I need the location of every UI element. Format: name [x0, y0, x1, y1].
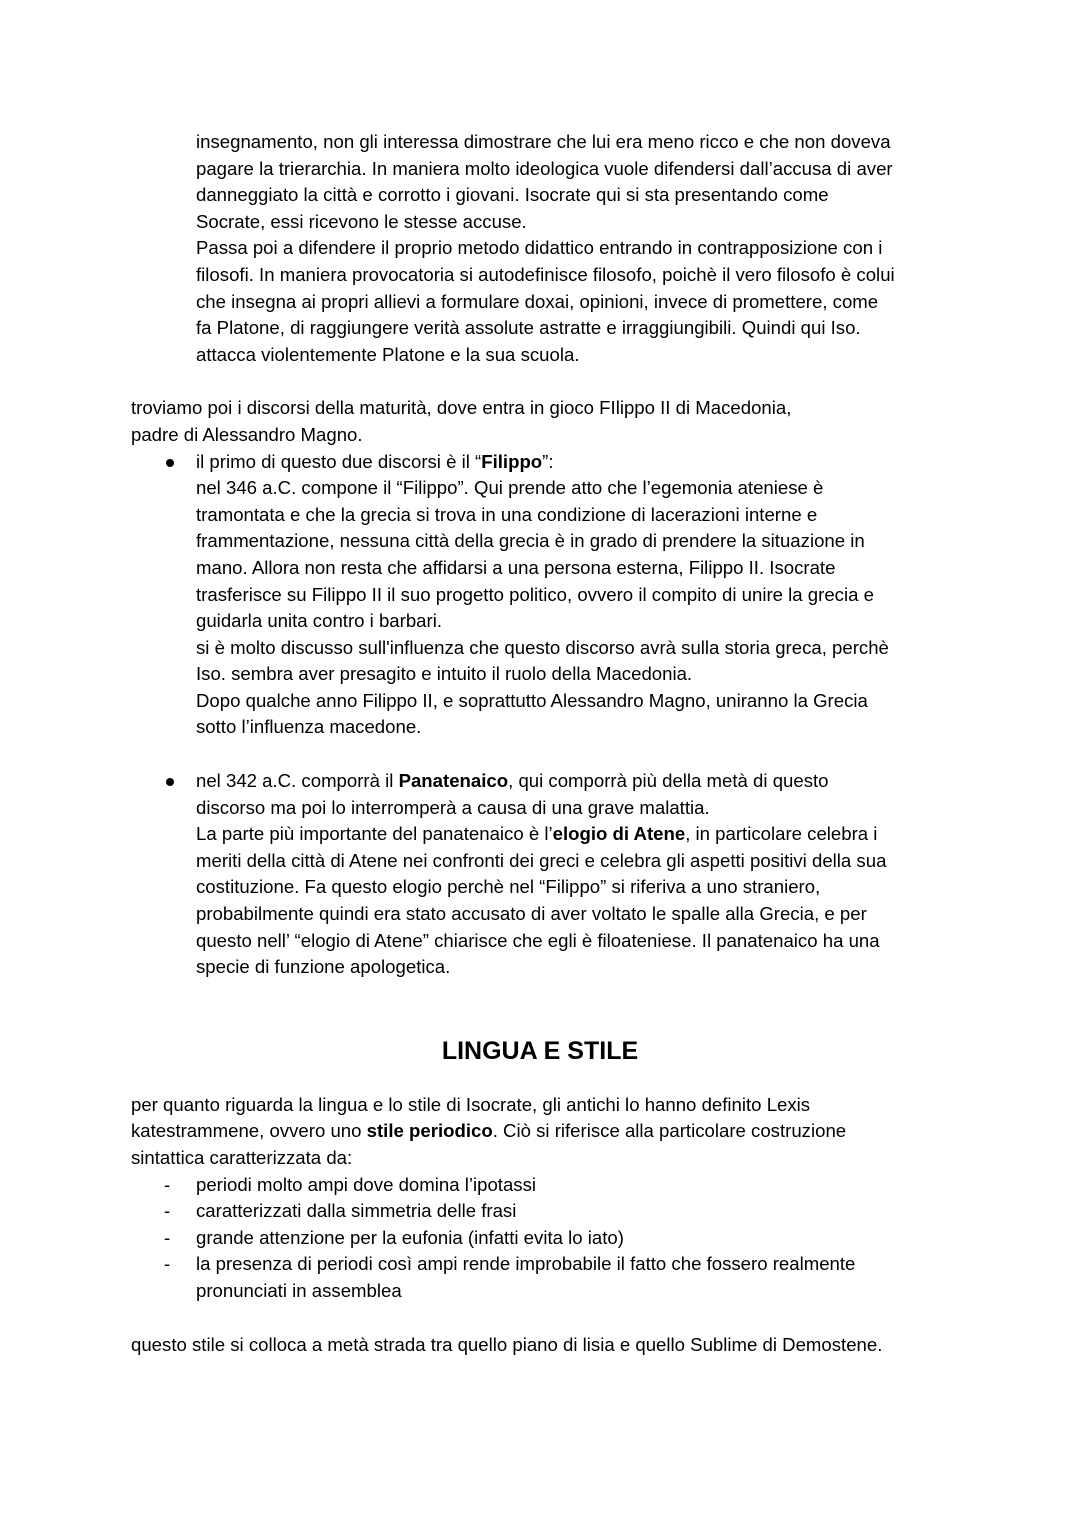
text-line: Socrate, essi ricevono le stesse accuse.	[196, 210, 527, 232]
text-line: La parte più importante del panatenaico è l’elogio di Atene, in particolare celebra i	[196, 823, 878, 845]
text-line: fa Platone, di raggiungere verità assolute astratte e irraggiungibili. Quindi qui Iso.	[196, 317, 861, 339]
text-line: che insegna ai propri allievi a formulare doxai, opinioni, invece di promettere, come	[196, 290, 879, 312]
style-intro-paragraph	[131, 1092, 961, 1172]
list-item	[164, 1225, 961, 1252]
list-item	[164, 1172, 961, 1199]
text-line: si è molto discusso sull'influenza che questo discorso avrà sulla storia greca, perchè	[196, 636, 889, 658]
text-line: probabilmente quindi era stato accusato di aver voltato le spalle alla Grecia, e per	[196, 903, 867, 925]
text-line: il primo di questo due discorsi è il “Filippo”:	[196, 450, 554, 472]
text-line: danneggiato la città e corrotto i giovani. Isocrate qui si sta presentando come	[196, 184, 829, 206]
text-line: mano. Allora non resta che affidarsi a una persona esterna, Filippo II. Isocrate	[196, 556, 836, 578]
document-page	[131, 129, 961, 1358]
intro-paragraph	[196, 129, 961, 368]
text-line: trasferisce su Filippo II il suo progetto politico, ovvero il compito di unire la grecia e	[196, 583, 874, 605]
closing-paragraph	[131, 1332, 961, 1359]
text-line: Dopo qualche anno Filippo II, e soprattutto Alessandro Magno, uniranno la Grecia	[196, 689, 868, 711]
dash-icon: -	[164, 1253, 171, 1275]
bullet-icon	[165, 449, 173, 476]
text-line: meriti della città di Atene nei confronti dei greci e celebra gli aspetti positivi della sua	[196, 849, 887, 871]
text-line: caratterizzati dalla simmetria delle frasi	[196, 1200, 517, 1222]
text-line: troviamo poi i discorsi della maturità, dove entra in gioco FIlippo II di Macedonia,	[131, 397, 792, 419]
spacer	[131, 1305, 961, 1332]
bullet-icon	[165, 768, 173, 795]
text-line: frammentazione, nessuna città della grecia è in grado di prendere la situazione in	[196, 530, 865, 552]
spacer	[131, 368, 961, 395]
text-line: pagare la trierarchia. In maniera molto ideologica vuole difendersi dall’accusa di aver	[196, 157, 893, 179]
text-line: sotto l’influenza macedone.	[196, 716, 422, 738]
bullet-item-panatenaico	[196, 768, 961, 981]
text-line: la presenza di periodi così ampi rende improbabile il fatto che fossero realmente	[196, 1253, 856, 1275]
bold-term: stile periodico	[366, 1120, 493, 1142]
text-line: attacca violentemente Platone e la sua scuola.	[196, 343, 580, 365]
text-line: questo nell’ “elogio di Atene” chiarisce che egli è filoateniese. Il panatenaico ha una	[196, 929, 880, 951]
spacer	[131, 1066, 961, 1092]
spacer	[131, 981, 961, 1036]
bold-term: elogio di Atene	[552, 823, 686, 845]
bullet-item-filippo	[196, 449, 961, 742]
dash-icon: -	[164, 1173, 171, 1195]
text-line: per quanto riguarda la lingua e lo stile di Isocrate, gli antichi lo hanno definito Lexis	[131, 1093, 811, 1115]
dash-icon: -	[164, 1200, 171, 1222]
text-line: discorso ma poi lo interromperà a causa di una grave malattia.	[196, 796, 710, 818]
dash-icon: -	[164, 1226, 171, 1248]
text-line: Iso. sembra aver presagito e intuito il ruolo della Macedonia.	[196, 663, 693, 685]
section-heading: LINGUA E STILE	[441, 1036, 639, 1065]
text-line: pronunciati in assemblea	[196, 1279, 402, 1301]
list-item	[164, 1198, 961, 1225]
text-line: Passa poi a difendere il proprio metodo didattico entrando in contrapposizione con i	[196, 237, 883, 259]
text-line: katestrammene, ovvero uno stile periodico. Ciò si riferisce alla particolare costruzione	[131, 1120, 847, 1142]
text-line: insegnamento, non gli interessa dimostrare che lui era meno ricco e che non doveva	[196, 131, 891, 152]
bold-term: Filippo	[481, 450, 543, 472]
maturity-intro-paragraph	[131, 395, 961, 448]
bold-term: Panatenaico	[398, 770, 509, 792]
text-line: nel 346 a.C. compone il “Filippo”. Qui prende atto che l’egemonia ateniese è	[196, 477, 824, 499]
spacer	[131, 741, 961, 768]
text-line: sintattica caratterizzata da:	[131, 1147, 353, 1168]
text-line: guidarla unita contro i barbari.	[196, 610, 442, 632]
text-line: tramontata e che la grecia si trova in una condizione di lacerazioni interne e	[196, 503, 818, 525]
list-item	[164, 1251, 961, 1304]
text-line: costituzione. Fa questo elogio perchè nel “Filippo” si riferiva a uno straniero,	[196, 876, 821, 898]
text-line: padre di Alessandro Magno.	[131, 423, 363, 445]
text-line: filosofi. In maniera provocatoria si autodefinisce filosofo, poichè il vero filosofo è colui	[196, 263, 895, 285]
dash-list	[131, 1172, 961, 1305]
text-line: specie di funzione apologetica.	[196, 956, 451, 978]
text-line: questo stile si colloca a metà strada tra quello piano di lisia e quello Sublime di Demostene.	[131, 1333, 883, 1355]
text-line: periodi molto ampi dove domina l’ipotassi	[196, 1173, 537, 1195]
text-line: grande attenzione per la eufonia (infatti evita lo iato)	[196, 1226, 624, 1248]
text-line: nel 342 a.C. comporrà il Panatenaico, qui comporrà più della metà di questo	[196, 770, 829, 792]
